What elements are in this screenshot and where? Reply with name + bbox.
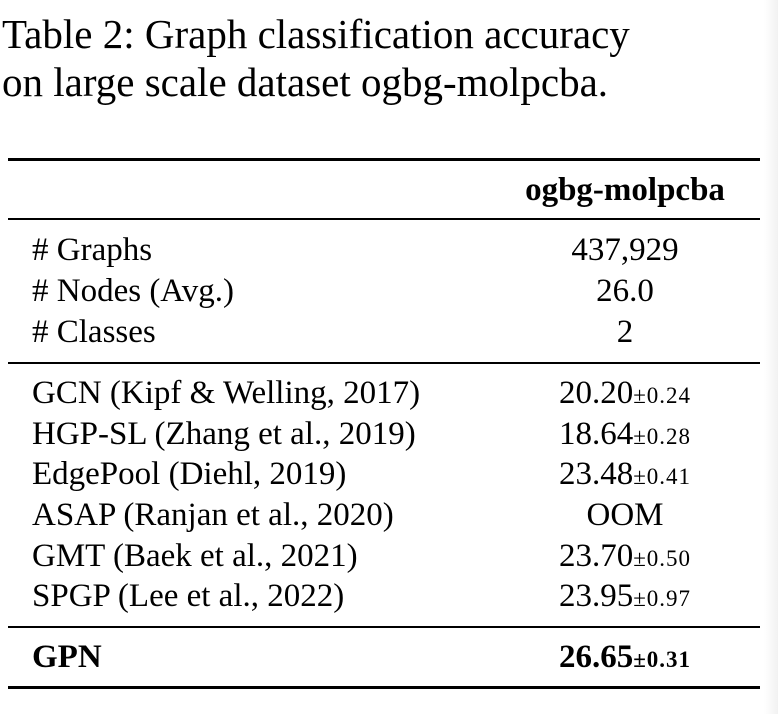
method-row xyxy=(0,536,778,576)
score-std: ±0.28 xyxy=(633,424,692,449)
method-row xyxy=(0,576,778,616)
score-std: ±0.50 xyxy=(633,546,692,571)
stat-label: # Graphs xyxy=(32,232,153,268)
method-label: HGP-SL (Zhang et al., 2019) xyxy=(32,416,416,452)
method-score xyxy=(500,536,750,579)
score-mean: 20.20 xyxy=(558,375,634,411)
method-score xyxy=(500,373,750,416)
score-mean: 23.48 xyxy=(558,456,634,492)
method-label: SPGP (Lee et al., 2022) xyxy=(32,578,345,614)
method-label: GCN (Kipf & Welling, 2017) xyxy=(32,375,421,411)
stat-label: # Classes xyxy=(32,314,156,350)
method-row xyxy=(0,495,778,535)
stat-label: # Nodes (Avg.) xyxy=(32,273,234,309)
method-row xyxy=(0,414,778,454)
column-header: ogbg-molpcba xyxy=(525,172,725,208)
method-score xyxy=(500,576,750,619)
stat-value: 437,929 xyxy=(571,232,679,268)
score-std: ±0.31 xyxy=(633,647,692,672)
ours-label: GPN xyxy=(32,639,102,675)
methods-rule xyxy=(8,626,760,628)
score-std: ±0.24 xyxy=(633,383,692,408)
score-mean: 23.95 xyxy=(558,578,634,614)
caption-line-1: Table 2: Graph classification accuracy xyxy=(2,11,630,57)
method-score xyxy=(500,414,750,457)
ours-score xyxy=(500,637,750,680)
stat-value: 26.0 xyxy=(596,273,654,309)
score-mean: 23.70 xyxy=(558,538,634,574)
score-mean: OOM xyxy=(586,497,664,533)
method-label: ASAP (Ranjan et al., 2020) xyxy=(32,497,394,533)
method-score xyxy=(500,454,750,497)
stat-value: 2 xyxy=(616,314,634,350)
method-row xyxy=(0,454,778,494)
table-caption xyxy=(2,10,772,106)
page-edge-shadow xyxy=(764,0,778,714)
score-std: ±0.41 xyxy=(633,464,692,489)
stats-row-classes xyxy=(0,312,778,352)
method-label: EdgePool (Diehl, 2019) xyxy=(32,456,347,492)
header-row xyxy=(0,170,778,210)
caption-line-2: on large scale dataset ogbg-molpcba. xyxy=(2,59,609,105)
stats-row-nodes xyxy=(0,271,778,311)
method-row xyxy=(0,373,778,413)
bottom-rule xyxy=(8,686,760,689)
score-mean: 18.64 xyxy=(558,416,634,452)
score-std: ±0.97 xyxy=(633,586,692,611)
top-rule xyxy=(8,158,760,161)
method-score xyxy=(500,495,750,538)
method-label: GMT (Baek et al., 2021) xyxy=(32,538,358,574)
header-rule xyxy=(8,218,760,220)
score-mean: 26.65 xyxy=(558,639,634,675)
ours-row xyxy=(0,637,778,677)
stats-rule xyxy=(8,362,760,364)
stats-row-graphs xyxy=(0,230,778,270)
